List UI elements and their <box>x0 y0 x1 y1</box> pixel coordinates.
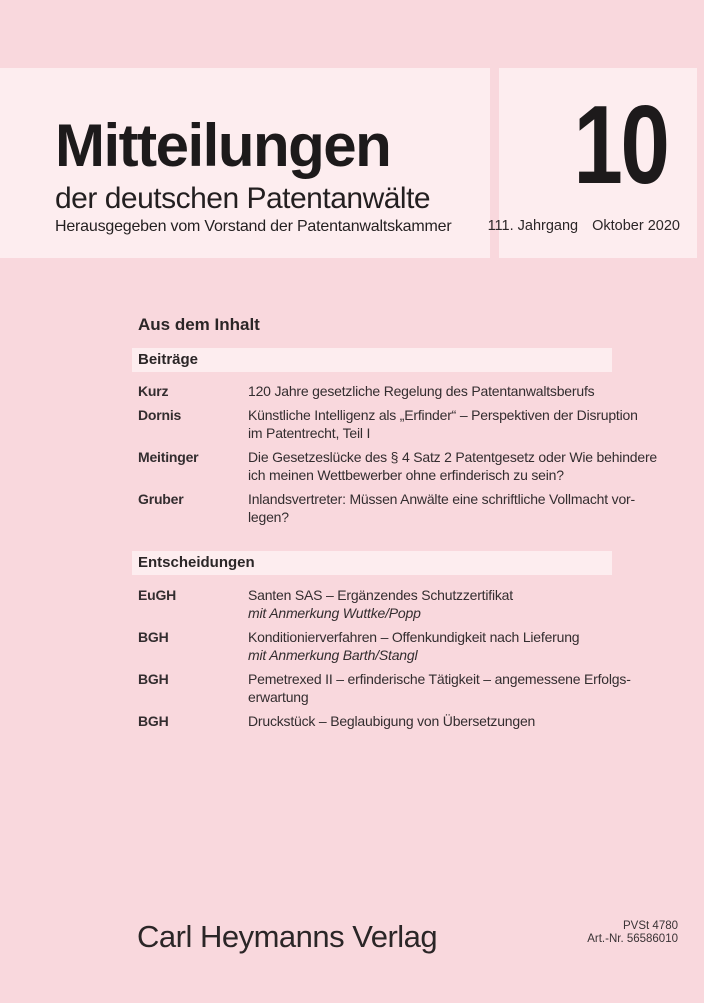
journal-title: Mitteilungen <box>55 112 391 179</box>
table-row <box>138 586 631 622</box>
entry-line: ich meinen Wettbewerber ohne erfinderisch zu sein? <box>248 467 564 483</box>
entry-line: legen? <box>248 509 289 525</box>
entry-line: Pemetrexed II – erfinderische Tätigkeit – angemessene Erfolgs- <box>248 671 631 687</box>
issue-volume: 111. Jahrgang <box>487 218 579 234</box>
section-label-entscheidungen: Entscheidungen <box>138 554 255 571</box>
author-label: Dornis <box>138 407 182 423</box>
entry-line: im Patentrecht, Teil I <box>248 425 371 441</box>
table-row <box>138 670 631 706</box>
entry-line: Druckstück – Beglaubigung von Übersetzungen <box>248 713 536 729</box>
court-label: EuGH <box>138 587 177 603</box>
footer-codes <box>587 920 678 945</box>
issue-meta <box>488 219 680 235</box>
section-header-entscheidungen <box>132 551 612 575</box>
footer-publisher: Carl Heymanns Verlag <box>137 919 438 954</box>
issue-date: Oktober 2020 <box>592 218 680 234</box>
entry-line: Die Gesetzeslücke des § 4 Satz 2 Patentgesetz oder Wie behindere <box>248 449 657 465</box>
issue-panel <box>487 68 697 258</box>
entry-title <box>248 628 579 664</box>
table-row <box>138 628 631 664</box>
footer-pvst: PVSt 4780 <box>623 920 678 932</box>
entry-line: Künstliche Intelligenz als „Erfinder“ – Perspektiven der Disruption <box>248 407 638 423</box>
entry-title <box>248 406 638 442</box>
author-label: Kurz <box>138 383 169 399</box>
entry-title <box>248 712 535 730</box>
section-label-beitraege: Beiträge <box>138 351 199 368</box>
court-label: BGH <box>138 629 169 645</box>
footer-art-no: Art.-Nr. 56586010 <box>587 932 678 945</box>
entry-line: Santen SAS – Ergänzendes Schutzzertifikat <box>248 587 513 603</box>
entry-title <box>248 490 635 526</box>
toc-heading: Aus dem Inhalt <box>138 315 260 334</box>
entry-line: 120 Jahre gesetzliche Regelung des Patentanwaltsberufs <box>248 383 595 399</box>
table-row <box>138 712 631 730</box>
annotation-note: mit Anmerkung Barth/Stangl <box>248 647 418 663</box>
masthead-panel <box>0 68 490 258</box>
beitraege-list <box>138 382 657 532</box>
entry-title <box>248 382 594 400</box>
table-row <box>138 406 657 442</box>
entry-title <box>248 670 631 706</box>
entry-line: Inlandsvertreter: Müssen Anwälte eine schriftliche Vollmacht vor- <box>248 491 635 507</box>
table-row <box>138 490 657 526</box>
issue-number: 10 <box>573 83 667 207</box>
journal-subtitle: der deutschen Patentanwälte <box>55 182 431 215</box>
section-header-beitraege <box>132 348 612 372</box>
table-row <box>138 382 657 400</box>
entry-title <box>248 586 513 622</box>
author-label: Gruber <box>138 491 184 507</box>
annotation-note: mit Anmerkung Wuttke/Popp <box>248 605 421 621</box>
entry-line: Konditionierverfahren – Offenkundigkeit nach Lieferung <box>248 629 580 645</box>
entry-title <box>248 448 657 484</box>
court-label: BGH <box>138 671 169 687</box>
journal-publisher-line: Herausgegeben vom Vorstand der Patentanwaltskammer <box>55 218 452 235</box>
entscheidungen-list <box>138 586 631 736</box>
entry-line: erwartung <box>248 689 309 705</box>
table-row <box>138 448 657 484</box>
author-label: Meitinger <box>138 449 199 465</box>
court-label: BGH <box>138 713 169 729</box>
